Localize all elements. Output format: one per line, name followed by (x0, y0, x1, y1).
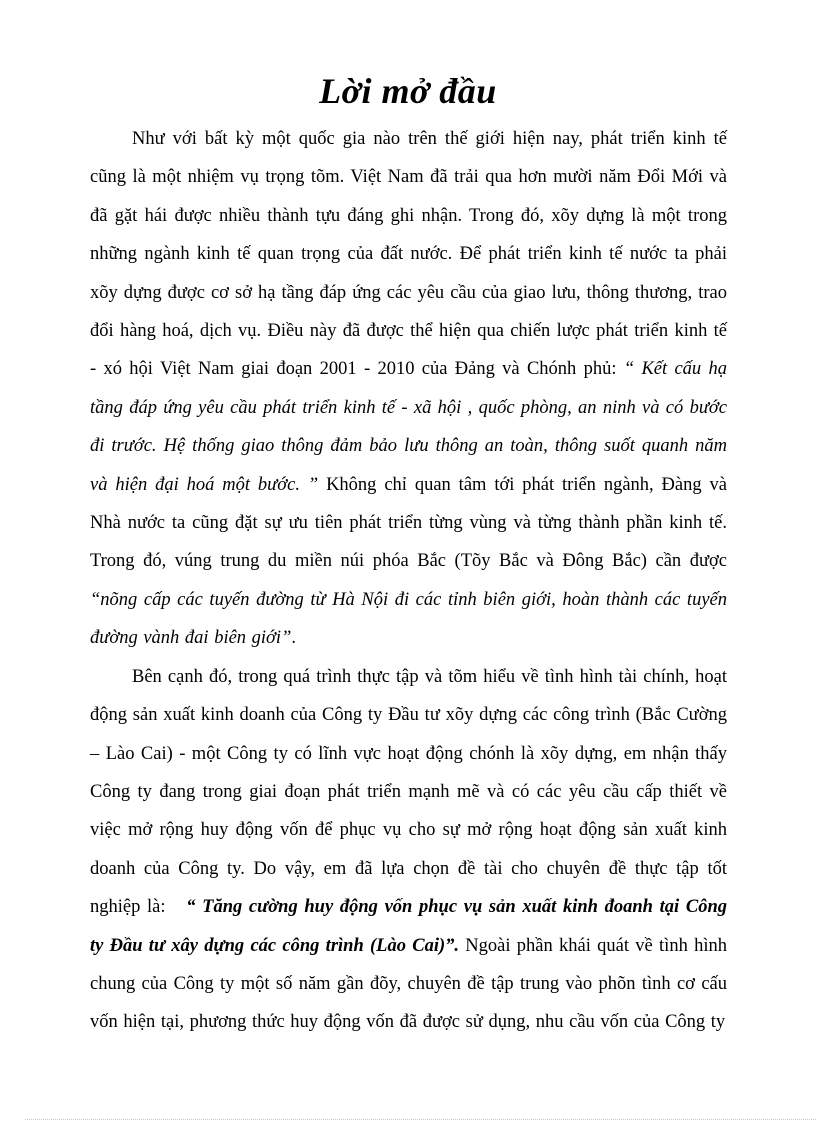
text-run: Không chỉ quan tâm tới phát triển ngành, Đàng và Nhà nước ta cũng đặt sự ưu tiên phát triển từng vùng và từng thành phần kinh tế. Trong đó, vúng trung du miền núi phóa Bắc (Tõy Bắc và Đông Bắc) cần được (90, 474, 727, 572)
document-title: Lời mở đầu (319, 71, 497, 111)
text-run: Ngoài phần khái quát về tình hình chung của Công ty một số năm gần đõy, chuyên đề tập trung vào phõn tình cơ cấu vốn hiện tại, phương thức huy động vốn đã được sử dụng, nhu cầu vốn của Công ty (90, 935, 727, 1033)
document-body (90, 120, 727, 1042)
quoted-roads-text: “nõng cấp các tuyến đường từ Hà Nội đi các tỉnh biên giới, hoàn thành các tuyến đường vành đai biên giới” (90, 589, 727, 649)
thesis-title-text: “ Tăng cường huy động vốn phục vụ sản xuất kinh đoanh tại Công ty Đầu tư xây dựng các công trình (Lào Cai)”. (90, 897, 727, 956)
text-run: Bên cạnh đó, trong quá trình thực tập và tõm hiểu về tình hình tài chính, hoạt động sản xuất kinh doanh của Công ty Đầu tư xõy dựng các công trình (Bắc Cường – Lào Cai) - một Công ty có lĩnh vực hoạt động chónh là xõy dựng, em nhận thấy Công ty đang trong giai đoạn phát triển mạnh mẽ và có các yêu cầu cấp thiết về việc mở rộng huy động vốn để phục vụ cho sự mở rộng hoạt động sản xuất kinh doanh của Công ty. Do vậy, em đã lựa chọn đề tài cho chuyên đề thực tập tốt nghiệp là: (90, 666, 727, 918)
paragraph-topic (90, 658, 727, 1042)
page-break-divider (25, 1119, 816, 1120)
text-run: . (291, 628, 296, 649)
text-run: Như với bất kỳ một quốc gia nào trên thế giới hiện nay, phát triển kinh tế cũng là một nhiệm vụ trọng tõm. Việt Nam đã trải qua hơn mười năm Đổi Mới và đã gặt hái được nhiều thành tựu đáng ghi nhận. Trong đó, xõy dựng là một trong những ngành kinh tế quan trọng của đất nước. Để phát triển kinh tế nước ta phải xõy dựng được cơ sở hạ tầng đáp ứng các yêu cầu của giao lưu, thông thương, trao đổi hàng hoá, dịch vụ. Điều này đã được thể hiện qua chiến lược phát triển kinh tế - xó hội Việt Nam giai đoạn 2001 - 2010 của Đảng và Chónh phủ: (90, 129, 727, 380)
quoted-strategy-text: “ Kết cấu hạ tầng đáp ứng yêu cầu phát triển kinh tế - xã hội , quốc phòng, an ninh và có bước đi trước. Hệ thống giao thông đảm bảo lưu thông an toàn, thông suốt quanh năm và hiện đại hoá một bước. ” (90, 359, 727, 495)
paragraph-intro (90, 120, 727, 658)
